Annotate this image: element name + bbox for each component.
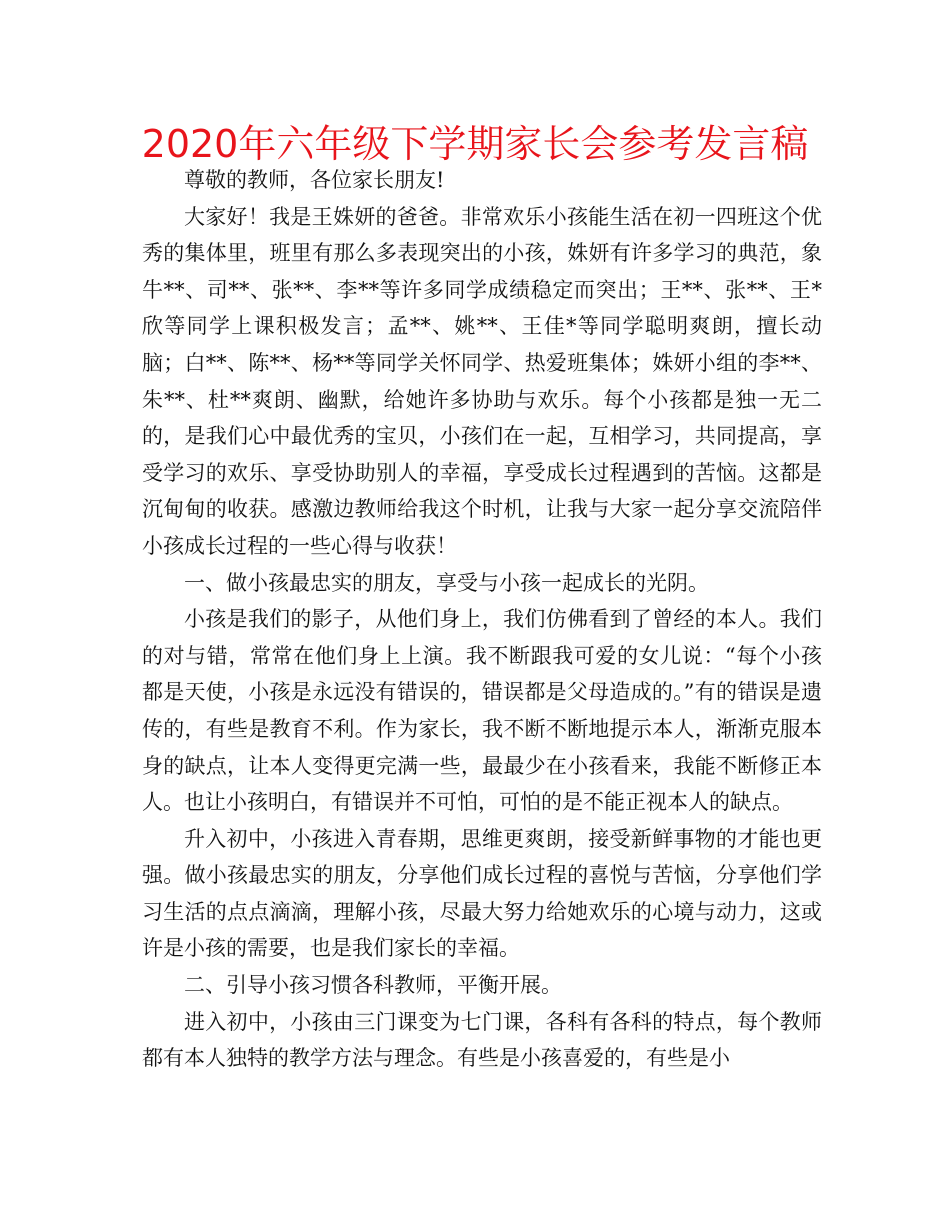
intro-paragraph: 大家好！我是王姝妍的爸爸。非常欢乐小孩能生活在初一四班这个优秀的集体里，班里有那么多表现突出的小孩，姝妍有许多学习的典范，象牛**、司**、张**、李**等许多同学成绩稳定而突出；王**、张**、王*欣等同学上课积极发言；孟**、姚**、王佳*等同学聪明爽朗，擅长动脑；白**、陈**、杨**等同学关怀同学、热爱班集体；姝妍小组的李**、朱**、杜**爽朗、幽默，给她许多协助与欢乐。每个小孩都是独一无二的，是我们心中最优秀的宝贝，小孩们在一起，互相学习，共同提高，享受学习的欢乐、享受协助别人的幸福，享受成长过程遇到的苦恼。这都是沉甸甸的收获。感激边教师给我这个时机，让我与大家一起分享交流陪伴小孩成长过程的一些心得与收获！ [142, 204, 822, 558]
salutation-paragraph: 尊敬的教师，各位家长朋友! [184, 168, 445, 192]
section-heading-2: 二、引导小孩习惯各科教师，平衡开展。 [184, 973, 562, 998]
document-body [142, 162, 822, 1077]
section-heading-1: 一、做小孩最忠实的朋友，享受与小孩一起成长的光阴。 [184, 570, 709, 595]
document-title: 2020年六年级下学期家长会参考发言稿 [141, 122, 809, 166]
body-paragraph: 进入初中，小孩由三门课变为七门课，各科有各科的特点，每个教师都有本人独特的教学方法与理念。有些是小孩喜爱的，有些是小 [142, 1009, 822, 1071]
body-paragraph: 升入初中，小孩进入青春期，思维更爽朗，接受新鲜事物的才能也更强。做小孩最忠实的朋友，分享他们成长过程的喜悦与苦恼，分享他们学习生活的点点滴滴，理解小孩，尽最大努力给她欢乐的心境与动力，这或许是小孩的需要，也是我们家长的幸福。 [142, 826, 822, 961]
body-paragraph: 小孩是我们的影子，从他们身上，我们仿佛看到了曾经的本人。我们的对与错，常常在他们身上上演。我不断跟我可爱的女儿说：“每个小孩都是天使，小孩是永远没有错误的，错误都是父母造成的。”有的错误是遗传的，有些是教育不利。作为家长，我不断不断地提示本人，渐渐克服本身的缺点，让本人变得更完满一些，最最少在小孩看来，我能不断修正本人。也让小孩明白，有错误并不可怕，可怕的是不能正视本人的缺点。 [142, 607, 822, 815]
